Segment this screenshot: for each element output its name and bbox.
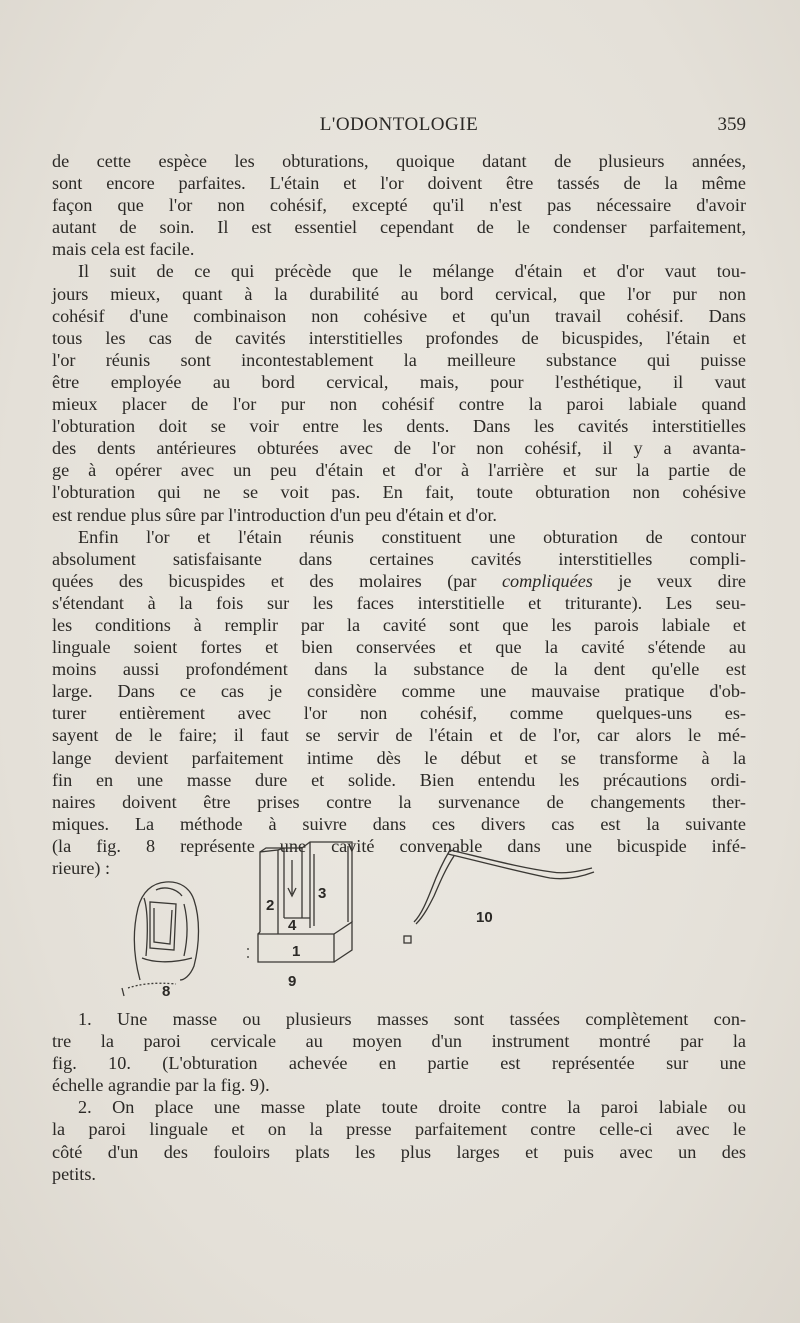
text-line: échelle agrandie par la fig. 9). <box>52 1075 270 1096</box>
text-line: autant de soin. Il est essentiel cependant de le condenser parfaitement, <box>52 217 746 238</box>
text-line: façon que l'or non cohésif, excepté qu'il n'est pas nécessaire d'avoir <box>52 195 746 216</box>
figures-row <box>52 838 746 998</box>
text-line: sayent de le faire; il faut se servir de l'étain et de l'or, car alors le mé- <box>52 725 746 746</box>
text-line: 2. On place une masse plate toute droite contre la paroi labiale ou <box>78 1097 746 1118</box>
text-line: la paroi linguale et on la presse parfaitement contre celle-ci avec le <box>52 1119 746 1140</box>
text-line: mais cela est facile. <box>52 239 195 260</box>
fig10-label: 10 <box>476 909 493 926</box>
text-line: sont encore parfaites. L'étain et l'or doivent être tassés de la même <box>52 173 746 194</box>
body-text <box>52 150 746 879</box>
paragraph-3 <box>52 526 746 880</box>
text-line: s'étendant à la fois sur les faces interstitielle et triturante). Les seu- <box>52 592 746 613</box>
text-line: est rendue plus sûre par l'introduction d'un peu d'étain et d'or. <box>52 504 497 525</box>
text-line: jours mieux, quant à la durabilité au bord cervical, que l'or pur non <box>52 283 746 304</box>
text-line: tous les cas de cavités interstitielles profondes de bicuspides, l'étain et <box>52 327 746 348</box>
text-line: absolument satisfaisante dans certaines cavités interstitielles compli- <box>52 548 746 569</box>
paragraph-1 <box>52 150 746 260</box>
italic-word: compliquées <box>501 570 593 591</box>
text-line: les conditions à remplir par la cavité sont que les parois labiale et <box>52 614 746 635</box>
text-line: tre la paroi cervicale au moyen d'un instrument montré par la <box>52 1031 746 1052</box>
text-line: l'or réunis sont incontestablement la meilleure substance qui puisse <box>52 349 746 370</box>
text-line: Il suit de ce qui précède que le mélange d'étain et d'or vaut tou- <box>78 261 746 282</box>
text-line: (la fig. 8 représente une cavité convenable dans une bicuspide infé- <box>52 835 746 856</box>
step-2 <box>52 1096 746 1184</box>
text-line: moins aussi profondément dans la substance de la dent qu'elle est <box>52 659 746 680</box>
text-line: côté d'un des fouloirs plats les plus larges et puis avec un des <box>52 1141 746 1162</box>
fig9-number: 2 <box>266 897 275 914</box>
text-line: miques. La méthode à suivre dans ces divers cas est la suivante <box>52 813 746 834</box>
paragraph-2 <box>52 260 746 525</box>
fig9-number: 3 <box>318 885 327 902</box>
text-line: de cette espèce les obturations, quoique datant de plusieurs années, <box>52 151 746 171</box>
numbered-steps <box>52 1008 746 1185</box>
fig10-instrument-drawing <box>404 850 594 943</box>
text-line: large. Dans ce cas je considère comme une mauvaise pratique d'ob- <box>52 681 746 702</box>
text-line: cohésif d'une combinaison non cohésive et qu'un travail cohésif. Dans <box>52 305 746 326</box>
step-1 <box>52 1008 746 1096</box>
text-line: lange devient parfaitement intime dès le début et se transforme à la <box>52 747 746 768</box>
text-line: 1. Une masse ou plusieurs masses sont tassées complètement con- <box>78 1009 746 1029</box>
fig9-number: 1 <box>292 943 301 960</box>
text-line: linguale soient fortes et bien conservées et que la cavité s'étende au <box>52 637 746 658</box>
text-line: mieux placer de l'or pur non cohésif contre la paroi labiale quand <box>52 394 746 415</box>
text-line: rieure) : <box>52 858 111 878</box>
text-line: l'obturation qui ne se voit pas. En fait, toute obturation non cohésive <box>52 482 746 503</box>
figures-illustration <box>52 838 746 998</box>
text-fragment: je veux dire <box>592 570 746 591</box>
text-line: Enfin l'or et l'étain réunis constituent une obturation de contour <box>78 526 746 547</box>
page-header <box>52 114 746 140</box>
text-line: être employée au bord cervical, mais, pour l'esthétique, il vaut <box>52 371 746 392</box>
fig9-number: 4 <box>288 917 297 934</box>
running-title: L'ODONTOLOGIE <box>319 114 479 135</box>
text-line: turer entièrement avec l'or non cohésif, comme quelques-uns es- <box>52 703 746 724</box>
fig8-tooth-drawing <box>122 882 199 996</box>
text-line: petits. <box>52 1163 96 1184</box>
text-line: fin en une masse dure et solide. Bien entendu les précautions ordi- <box>52 769 746 790</box>
text-line: des dents antérieures obturées avec de l'or non cohésif, il y a avanta- <box>52 438 746 459</box>
page-number: 359 <box>717 114 746 135</box>
fig8-label: 8 <box>162 983 171 998</box>
text-line: l'obturation doit se voir entre les dents. Dans les cavités interstitielles <box>52 416 746 437</box>
text-line: fig. 10. (L'obturation achevée en partie est représentée sur une <box>52 1053 746 1074</box>
text-fragment: quées des bicuspides et des molaires (par <box>52 570 502 591</box>
fig9-label: 9 <box>288 973 297 990</box>
text-line-with-italic <box>52 570 746 592</box>
text-line: ge à opérer avec un peu d'étain et d'or à l'arrière et sur la partie de <box>52 460 746 481</box>
text-line: naires doivent être prises contre la survenance de changements ther- <box>52 791 746 812</box>
